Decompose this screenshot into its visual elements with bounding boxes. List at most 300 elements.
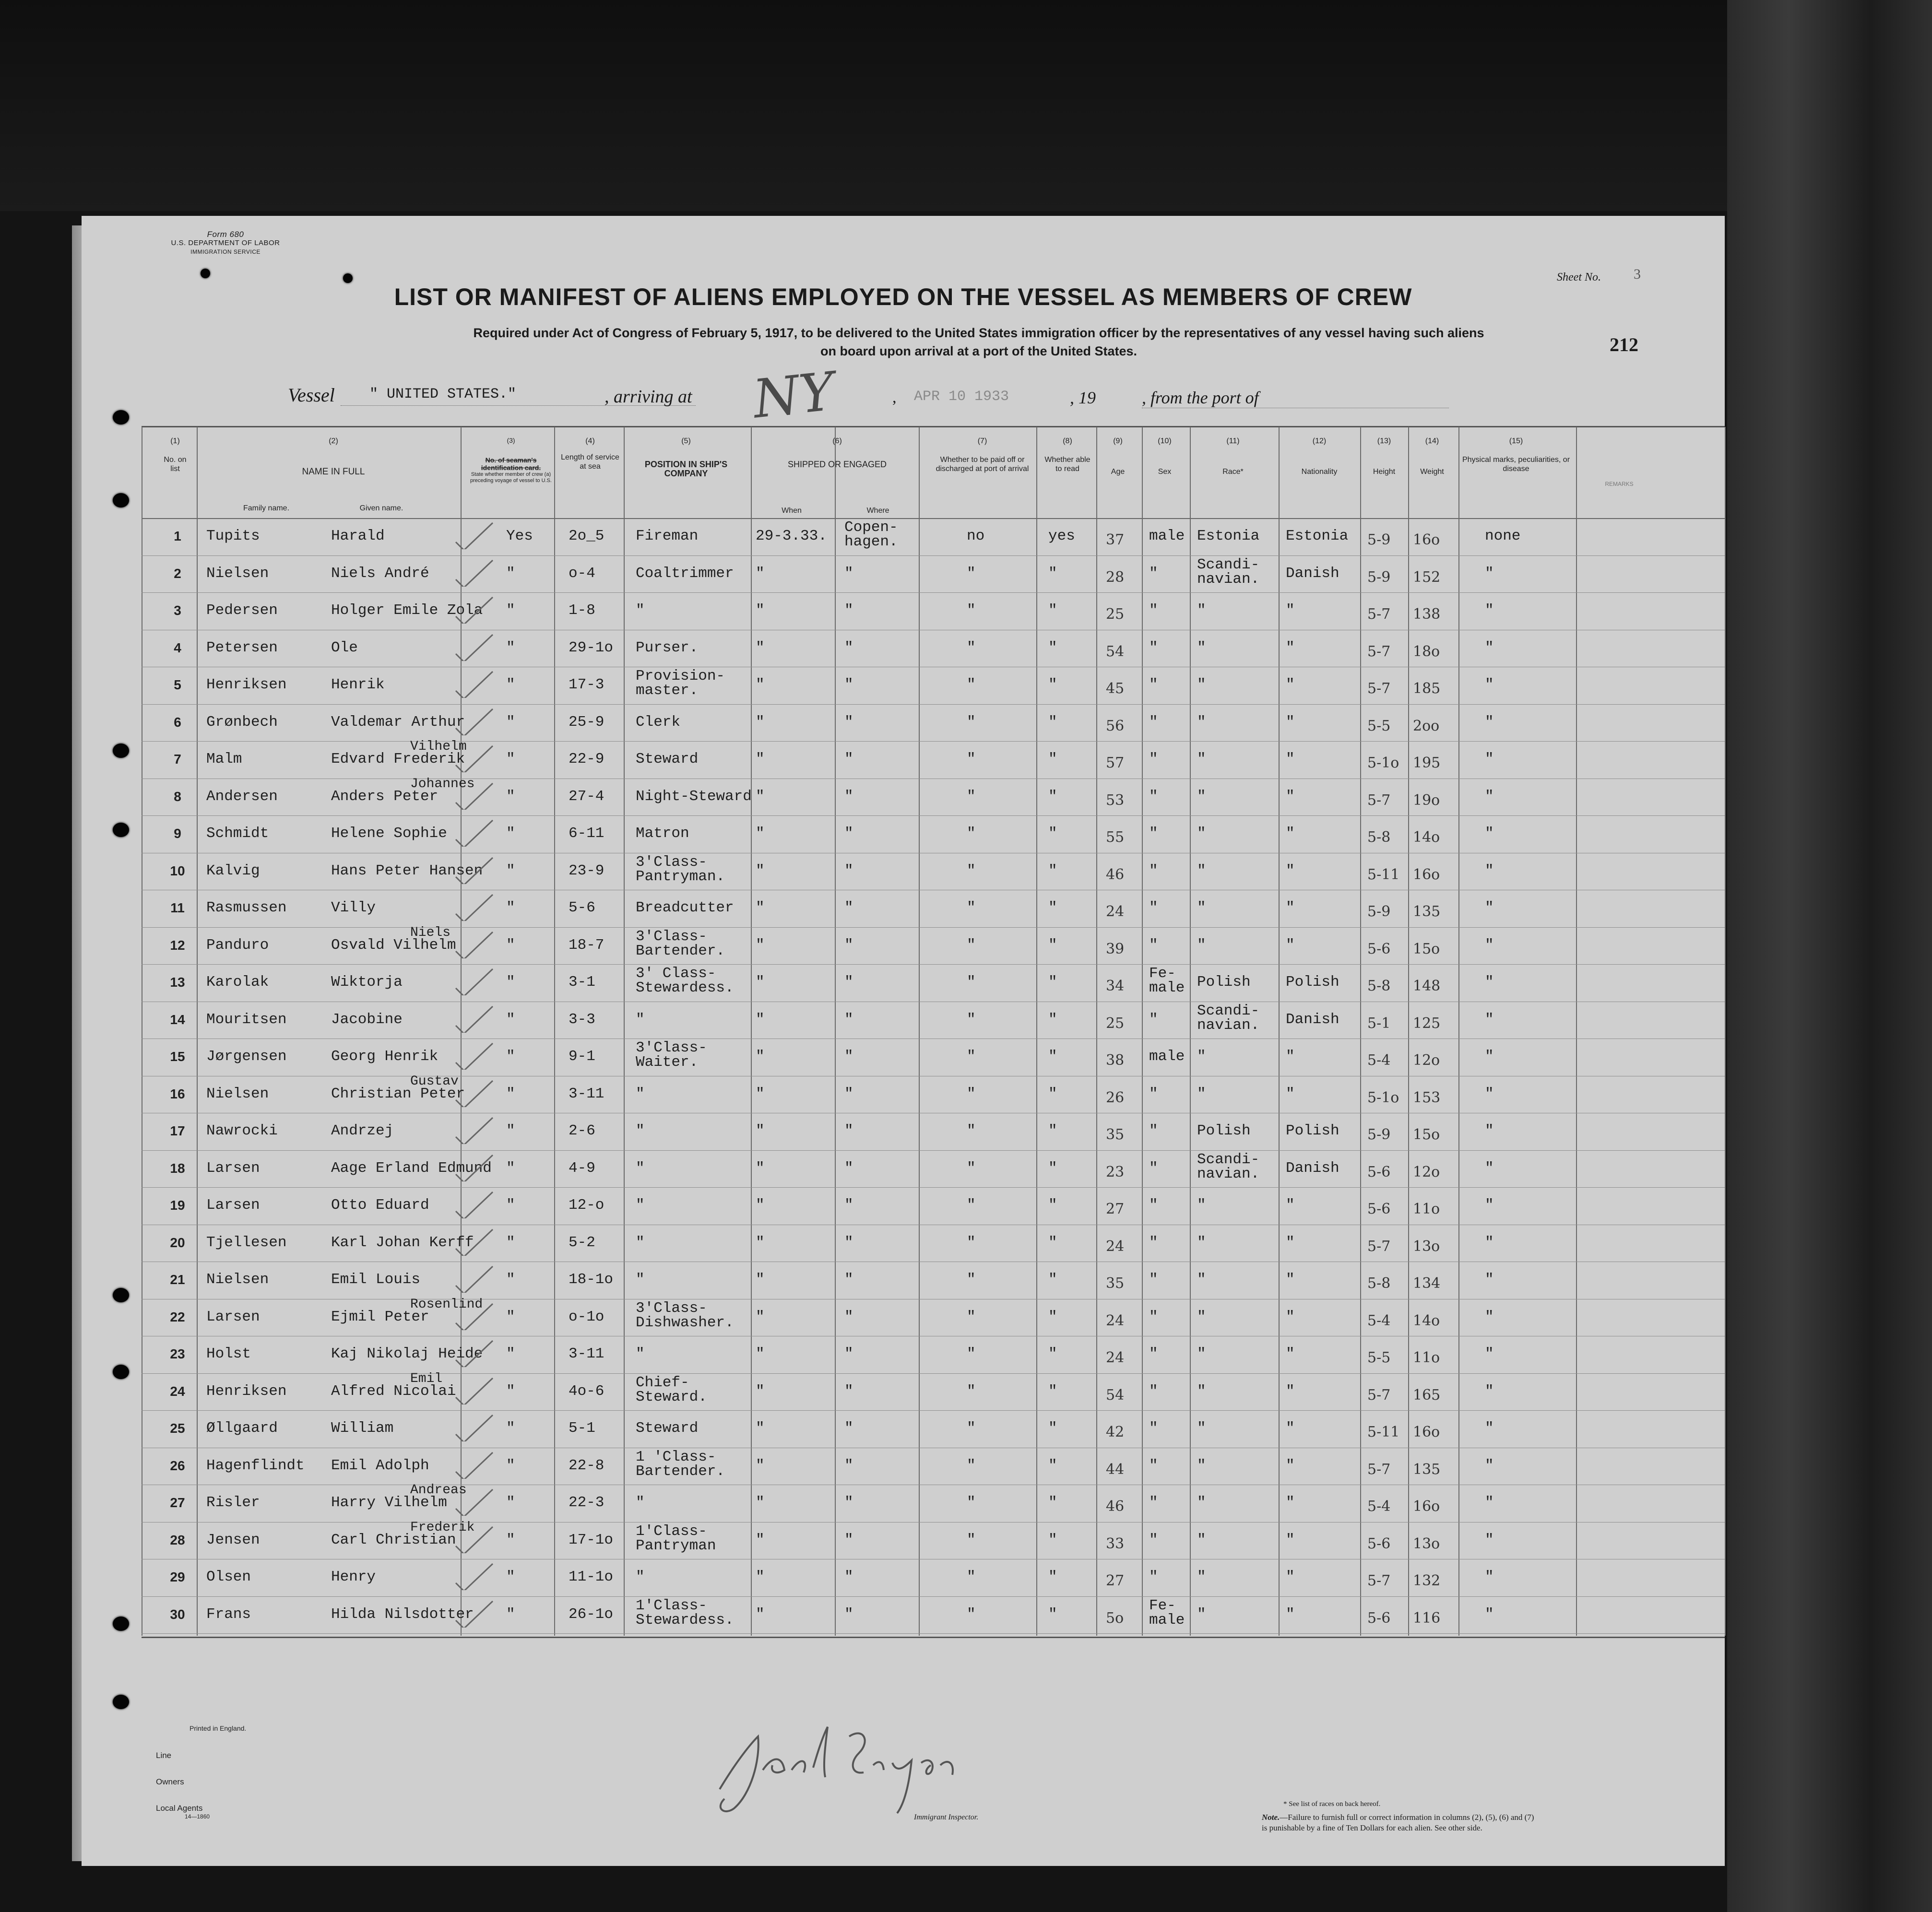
race-footnote: * See list of races on back hereof. — [1283, 1800, 1381, 1808]
row-14-paid-off: " — [967, 1011, 976, 1028]
row-29-able-to-read: " — [1048, 1569, 1057, 1585]
col-header-where: Where — [866, 507, 889, 515]
row-20-weight: 13o — [1413, 1238, 1440, 1255]
row-3-weight: 138 — [1413, 606, 1441, 623]
row-22-race: " — [1197, 1308, 1206, 1325]
row-23-shipped-where: " — [844, 1345, 853, 1362]
row-2-family-name: Nielsen — [206, 565, 269, 582]
row-24-paid-off: " — [967, 1382, 976, 1400]
row-15-physical-marks: " — [1485, 1048, 1494, 1065]
row-20-shipped-where: " — [844, 1234, 853, 1251]
row-21-nationality: " — [1286, 1271, 1295, 1288]
row-4-paid-off: " — [967, 639, 976, 656]
row-24-service-length: 4o-6 — [569, 1382, 604, 1400]
row-16-row-number: 16 — [170, 1086, 185, 1101]
row-30-check-mark — [453, 1599, 497, 1628]
row-20-row-number: 20 — [170, 1235, 185, 1250]
row-22-paid-off: " — [967, 1308, 976, 1325]
row-25-race: " — [1197, 1420, 1206, 1437]
row-25-family-name: Øllgaard — [206, 1420, 278, 1437]
row-4-shipped-where: " — [844, 639, 853, 656]
row-6-physical-marks: " — [1485, 713, 1494, 731]
column-rule — [751, 427, 752, 1636]
row-2-weight: 152 — [1413, 568, 1441, 586]
row-14-able-to-read: " — [1048, 1011, 1057, 1028]
row-25-paid-off: " — [967, 1420, 976, 1437]
row-rule — [142, 592, 1725, 593]
row-rule — [142, 815, 1725, 816]
row-19-id-card: " — [506, 1197, 515, 1214]
row-9-position: Matron — [636, 825, 689, 842]
row-3-height: 5-7 — [1367, 606, 1391, 623]
row-10-able-to-read: " — [1048, 862, 1057, 879]
row-8-given-name-extra: Johannes — [410, 776, 475, 791]
punch-hole — [113, 1365, 129, 1379]
row-19-position: " — [636, 1197, 645, 1214]
row-30-height: 5-6 — [1367, 1609, 1391, 1627]
row-26-able-to-read: " — [1048, 1457, 1057, 1474]
row-26-sex: " — [1149, 1457, 1158, 1474]
row-10-id-card: " — [506, 862, 515, 879]
row-27-race: " — [1197, 1494, 1206, 1511]
row-21-weight: 134 — [1413, 1275, 1441, 1292]
row-9-shipped-when: " — [756, 825, 765, 842]
row-27-service-length: 22-3 — [569, 1494, 604, 1511]
local-agents-label: Local Agents — [156, 1804, 203, 1813]
row-5-position-line2: master. — [636, 682, 699, 699]
row-28-age: 33 — [1106, 1535, 1125, 1552]
row-28-service-length: 17-1o — [569, 1531, 614, 1548]
row-1-shipped-where-line2: hagen. — [844, 533, 898, 550]
row-3-nationality: " — [1286, 602, 1295, 619]
row-12-check-mark — [453, 930, 497, 958]
row-18-nationality: Danish — [1286, 1159, 1339, 1177]
row-24-shipped-when: " — [756, 1382, 765, 1400]
row-29-paid-off: " — [967, 1569, 976, 1585]
row-11-height: 5-9 — [1367, 903, 1391, 920]
row-12-row-number: 12 — [170, 937, 185, 953]
row-10-shipped-where: " — [844, 862, 853, 879]
row-8-paid-off: " — [967, 788, 976, 805]
row-6-row-number: 6 — [174, 714, 181, 730]
row-19-family-name: Larsen — [206, 1197, 260, 1214]
row-28-id-card: " — [506, 1531, 515, 1548]
row-5-row-number: 5 — [174, 677, 181, 692]
row-30-position: 1'Class- — [636, 1597, 707, 1614]
row-12-given-name-extra: Niels — [410, 925, 451, 940]
row-27-paid-off: " — [967, 1494, 976, 1511]
row-5-paid-off: " — [967, 676, 976, 693]
row-26-id-card: " — [506, 1457, 515, 1474]
row-21-row-number: 21 — [170, 1272, 185, 1287]
row-5-position: Provision- — [636, 668, 725, 685]
row-19-service-length: 12-o — [569, 1197, 604, 1214]
row-24-race: " — [1197, 1382, 1206, 1400]
row-18-shipped-where: " — [844, 1159, 853, 1177]
row-14-given-name: Jacobine — [331, 1011, 403, 1028]
row-30-position-line2: Stewardess. — [636, 1611, 734, 1629]
col-header-remarks: REMARKS — [1605, 481, 1634, 487]
row-8-weight: 19o — [1413, 791, 1440, 809]
row-7-able-to-read: " — [1048, 751, 1057, 767]
row-rule — [142, 1150, 1725, 1151]
row-7-service-length: 22-9 — [569, 751, 604, 767]
row-15-id-card: " — [506, 1048, 515, 1065]
row-9-sex: " — [1149, 825, 1158, 842]
row-14-nationality: Danish — [1286, 1011, 1339, 1028]
row-10-paid-off: " — [967, 862, 976, 879]
row-12-sex: " — [1149, 936, 1158, 954]
row-7-paid-off: " — [967, 751, 976, 767]
row-30-sex: Fe- — [1149, 1597, 1176, 1614]
row-25-id-card: " — [506, 1420, 515, 1437]
row-15-position-line2: Waiter. — [636, 1054, 699, 1071]
row-8-row-number: 8 — [174, 789, 181, 804]
row-1-shipped-where: Copen- — [844, 519, 898, 536]
row-22-height: 5-4 — [1367, 1312, 1391, 1329]
subtitle-line-1: Required under Act of Congress of February 5, 1917, to be delivered to the United States immigration officer by the representatives of any vessel having such aliens — [473, 326, 1484, 340]
row-26-age: 44 — [1106, 1461, 1125, 1478]
row-3-given-name: Holger Emile Zola — [331, 602, 483, 619]
row-23-position: " — [636, 1345, 645, 1362]
row-12-physical-marks: " — [1485, 936, 1494, 954]
row-30-family-name: Frans — [206, 1605, 251, 1623]
row-8-shipped-when: " — [756, 788, 765, 805]
row-22-able-to-read: " — [1048, 1308, 1057, 1325]
row-26-shipped-when: " — [756, 1457, 765, 1474]
row-13-shipped-when: " — [756, 974, 765, 991]
row-10-family-name: Kalvig — [206, 862, 260, 879]
row-12-able-to-read: " — [1048, 936, 1057, 954]
row-22-row-number: 22 — [170, 1309, 185, 1324]
row-17-id-card: " — [506, 1122, 515, 1139]
row-23-row-number: 23 — [170, 1346, 185, 1361]
row-25-able-to-read: " — [1048, 1420, 1057, 1437]
row-4-check-mark — [453, 632, 497, 661]
row-2-race: Scandi- — [1197, 556, 1260, 573]
row-29-id-card: " — [506, 1569, 515, 1585]
row-30-shipped-where: " — [844, 1605, 853, 1623]
row-17-service-length: 2-6 — [569, 1122, 595, 1139]
row-27-able-to-read: " — [1048, 1494, 1057, 1511]
row-15-sex: male — [1149, 1048, 1185, 1065]
punch-hole — [343, 273, 353, 283]
row-14-family-name: Mouritsen — [206, 1011, 287, 1028]
row-8-given-name: Anders Peter — [331, 788, 439, 805]
row-20-shipped-when: " — [756, 1234, 765, 1251]
row-1-position: Fireman — [636, 528, 699, 544]
row-17-height: 5-9 — [1367, 1126, 1391, 1143]
row-6-service-length: 25-9 — [569, 713, 604, 731]
row-21-given-name: Emil Louis — [331, 1271, 421, 1288]
row-16-race: " — [1197, 1085, 1206, 1102]
row-9-row-number: 9 — [174, 826, 181, 841]
row-21-able-to-read: " — [1048, 1271, 1057, 1288]
row-14-height: 5-1 — [1367, 1015, 1391, 1032]
row-23-weight: 11o — [1413, 1349, 1440, 1366]
row-17-row-number: 17 — [170, 1123, 185, 1138]
row-14-row-number: 14 — [170, 1012, 185, 1027]
row-22-family-name: Larsen — [206, 1308, 260, 1325]
row-3-family-name: Pedersen — [206, 602, 278, 619]
row-11-physical-marks: " — [1485, 899, 1494, 916]
row-13-given-name: Wiktorja — [331, 974, 403, 991]
row-24-age: 54 — [1106, 1386, 1125, 1404]
line-label: Line — [156, 1751, 172, 1760]
table-bottom-rule — [142, 1637, 1725, 1638]
row-24-height: 5-7 — [1367, 1386, 1391, 1404]
row-9-id-card: " — [506, 825, 515, 842]
row-26-paid-off: " — [967, 1457, 976, 1474]
row-23-nationality: " — [1286, 1345, 1295, 1362]
row-3-id-card: " — [506, 602, 515, 619]
row-1-given-name: Harald — [331, 528, 385, 544]
row-5-height: 5-7 — [1367, 680, 1391, 697]
printed-note: Printed in England. — [190, 1724, 247, 1732]
row-2-shipped-where: " — [844, 565, 853, 582]
row-20-service-length: 5-2 — [569, 1234, 595, 1251]
row-22-check-mark — [453, 1301, 497, 1330]
row-19-height: 5-6 — [1367, 1201, 1391, 1217]
punch-hole — [113, 1695, 129, 1709]
row-3-check-mark — [453, 595, 497, 624]
column-rule — [1725, 427, 1726, 1636]
department-name: U.S. DEPARTMENT OF LABOR — [171, 239, 280, 247]
row-8-able-to-read: " — [1048, 788, 1057, 805]
row-10-check-mark — [453, 855, 497, 884]
row-10-race: " — [1197, 862, 1206, 879]
row-9-service-length: 6-11 — [569, 825, 604, 842]
row-6-height: 5-5 — [1367, 717, 1391, 734]
row-27-given-name-extra: Andreas — [410, 1483, 467, 1498]
row-4-able-to-read: " — [1048, 639, 1057, 656]
row-rule — [142, 741, 1725, 742]
row-15-paid-off: " — [967, 1048, 976, 1065]
row-8-sex: " — [1149, 788, 1158, 805]
row-13-row-number: 13 — [170, 975, 185, 990]
row-6-age: 56 — [1106, 717, 1125, 734]
row-7-given-name: Edvard Frederik — [331, 751, 465, 767]
row-6-family-name: Grønbech — [206, 713, 278, 731]
row-24-id-card: " — [506, 1382, 515, 1400]
row-2-position: Coaltrimmer — [636, 565, 734, 582]
row-20-family-name: Tjellesen — [206, 1234, 287, 1251]
row-13-physical-marks: " — [1485, 974, 1494, 991]
column-rule — [1279, 427, 1280, 1636]
row-13-position-line2: Stewardess. — [636, 980, 734, 996]
row-9-given-name: Helene Sophie — [331, 825, 447, 842]
punch-hole — [113, 1288, 129, 1302]
row-4-race: " — [1197, 639, 1206, 656]
row-29-physical-marks: " — [1485, 1569, 1494, 1585]
col-header-shipped: (6) SHIPPED OR ENGAGED — [787, 437, 887, 469]
row-16-able-to-read: " — [1048, 1085, 1057, 1102]
row-12-paid-off: " — [967, 936, 976, 954]
row-16-id-card: " — [506, 1085, 515, 1102]
row-5-shipped-where: " — [844, 676, 853, 693]
row-29-nationality: " — [1286, 1569, 1295, 1585]
row-1-id-card: Yes — [506, 528, 533, 544]
punch-hole — [113, 410, 129, 425]
row-24-position-line2: Steward. — [636, 1388, 707, 1405]
row-28-shipped-where: " — [844, 1531, 853, 1548]
row-12-service-length: 18-7 — [569, 936, 604, 954]
row-21-check-mark — [453, 1264, 497, 1293]
row-rule — [142, 1596, 1725, 1597]
row-18-row-number: 18 — [170, 1160, 185, 1176]
row-28-physical-marks: " — [1485, 1531, 1494, 1548]
col-header-height: (13) Height — [1373, 437, 1396, 476]
row-5-physical-marks: " — [1485, 676, 1494, 693]
row-14-physical-marks: " — [1485, 1011, 1494, 1028]
row-25-height: 5-11 — [1367, 1424, 1400, 1440]
row-19-nationality: " — [1286, 1197, 1295, 1214]
row-10-service-length: 23-9 — [569, 862, 604, 879]
row-19-weight: 11o — [1413, 1201, 1440, 1217]
row-11-given-name: Villy — [331, 899, 376, 916]
row-25-physical-marks: " — [1485, 1420, 1494, 1437]
row-4-id-card: " — [506, 639, 515, 656]
row-10-given-name: Hans Peter Hansen — [331, 862, 483, 879]
row-20-nationality: " — [1286, 1234, 1295, 1251]
row-21-age: 35 — [1106, 1275, 1125, 1292]
row-18-given-name: Aage Erland Edmund — [331, 1159, 492, 1177]
row-4-age: 54 — [1106, 643, 1125, 660]
row-18-position: " — [636, 1159, 645, 1177]
row-16-given-name: Christian Peter — [331, 1085, 465, 1102]
row-6-nationality: " — [1286, 713, 1295, 731]
row-1-service-length: 2o_5 — [569, 528, 604, 544]
row-18-age: 23 — [1106, 1163, 1125, 1180]
row-4-physical-marks: " — [1485, 639, 1494, 656]
col-header-paid-off: (7) Whether to be paid off or discharged at port of arrival — [936, 437, 1029, 473]
row-26-race: " — [1197, 1457, 1206, 1474]
row-8-check-mark — [453, 781, 497, 810]
row-16-weight: 153 — [1413, 1089, 1441, 1106]
row-11-weight: 135 — [1413, 903, 1441, 920]
row-15-age: 38 — [1106, 1052, 1125, 1069]
column-rule — [1458, 427, 1459, 1636]
row-22-age: 24 — [1106, 1312, 1125, 1329]
row-30-shipped-when: " — [756, 1605, 765, 1623]
row-9-able-to-read: " — [1048, 825, 1057, 842]
row-7-row-number: 7 — [174, 752, 181, 767]
row-4-row-number: 4 — [174, 640, 181, 655]
column-rule — [197, 427, 198, 1636]
row-27-nationality: " — [1286, 1494, 1295, 1511]
row-15-row-number: 15 — [170, 1049, 185, 1064]
form-number: Form 680 — [207, 230, 244, 239]
row-26-height: 5-7 — [1367, 1461, 1391, 1478]
row-3-shipped-where: " — [844, 602, 853, 619]
row-7-given-name-extra: Vilhelm — [410, 739, 467, 754]
column-rule — [1096, 427, 1097, 1636]
row-26-family-name: Hagenflindt — [206, 1457, 305, 1474]
row-6-position: Clerk — [636, 713, 681, 731]
row-15-check-mark — [453, 1041, 497, 1070]
row-23-height: 5-5 — [1367, 1349, 1391, 1366]
row-13-able-to-read: " — [1048, 974, 1057, 991]
row-23-family-name: Holst — [206, 1345, 251, 1362]
row-28-able-to-read: " — [1048, 1531, 1057, 1548]
row-24-check-mark — [453, 1376, 497, 1404]
row-28-paid-off: " — [967, 1531, 976, 1548]
row-20-height: 5-7 — [1367, 1238, 1391, 1255]
row-2-check-mark — [453, 558, 497, 587]
row-5-age: 45 — [1106, 680, 1125, 697]
row-27-family-name: Risler — [206, 1494, 260, 1511]
col-header-when: When — [782, 507, 802, 515]
penalty-note — [1262, 1812, 1626, 1833]
table-top-rule — [142, 426, 1725, 427]
row-16-height: 5-1o — [1367, 1089, 1399, 1106]
sheet-label: Sheet No. — [1557, 271, 1601, 283]
row-18-check-mark — [453, 1153, 497, 1181]
row-19-paid-off: " — [967, 1197, 976, 1214]
row-25-shipped-when: " — [756, 1420, 765, 1437]
row-29-position: " — [636, 1569, 645, 1585]
row-1-paid-off: no — [967, 528, 985, 544]
row-1-race: Estonia — [1197, 528, 1260, 544]
row-22-physical-marks: " — [1485, 1308, 1494, 1325]
row-5-weight: 185 — [1413, 680, 1441, 697]
row-rule — [142, 964, 1725, 965]
row-30-sex-line2: male — [1149, 1611, 1185, 1629]
row-3-able-to-read: " — [1048, 602, 1057, 619]
row-11-service-length: 5-6 — [569, 899, 595, 916]
row-23-race: " — [1197, 1345, 1206, 1362]
row-19-shipped-where: " — [844, 1197, 853, 1214]
row-25-sex: " — [1149, 1420, 1158, 1437]
from-port-label: , from the port of — [1142, 388, 1259, 407]
row-9-nationality: " — [1286, 825, 1295, 842]
row-27-row-number: 27 — [170, 1495, 185, 1510]
row-8-race: " — [1197, 788, 1206, 805]
row-7-check-mark — [453, 744, 497, 772]
row-26-row-number: 26 — [170, 1458, 185, 1473]
row-7-id-card: " — [506, 751, 515, 767]
row-19-given-name: Otto Eduard — [331, 1197, 429, 1214]
form-header — [149, 230, 302, 256]
row-9-height: 5-8 — [1367, 829, 1391, 846]
row-8-service-length: 27-4 — [569, 788, 604, 805]
row-4-given-name: Ole — [331, 639, 358, 656]
col-header-race: (11) Race* — [1222, 437, 1244, 476]
row-11-position: Breadcutter — [636, 899, 734, 916]
column-rule — [1360, 427, 1361, 1636]
row-22-given-name-extra: Rosenlind — [410, 1297, 483, 1312]
row-18-family-name: Larsen — [206, 1159, 260, 1177]
row-7-physical-marks: " — [1485, 751, 1494, 767]
row-29-family-name: Olsen — [206, 1569, 251, 1585]
row-14-age: 25 — [1106, 1015, 1125, 1032]
col-header-age: (9) Age — [1111, 437, 1125, 476]
row-28-family-name: Jensen — [206, 1531, 260, 1548]
row-18-service-length: 4-9 — [569, 1159, 595, 1177]
col-header-name: (2) NAME IN FULL — [302, 437, 365, 477]
row-9-paid-off: " — [967, 825, 976, 842]
row-8-shipped-where: " — [844, 788, 853, 805]
row-8-family-name: Andersen — [206, 788, 278, 805]
row-21-race: " — [1197, 1271, 1206, 1288]
col-header-given-name: Given name. — [359, 504, 403, 512]
row-27-age: 46 — [1106, 1498, 1125, 1515]
row-23-age: 24 — [1106, 1349, 1125, 1366]
row-18-sex: " — [1149, 1159, 1158, 1177]
row-2-nationality: Danish — [1286, 565, 1339, 582]
row-30-weight: 116 — [1413, 1609, 1441, 1627]
row-17-physical-marks: " — [1485, 1122, 1494, 1139]
